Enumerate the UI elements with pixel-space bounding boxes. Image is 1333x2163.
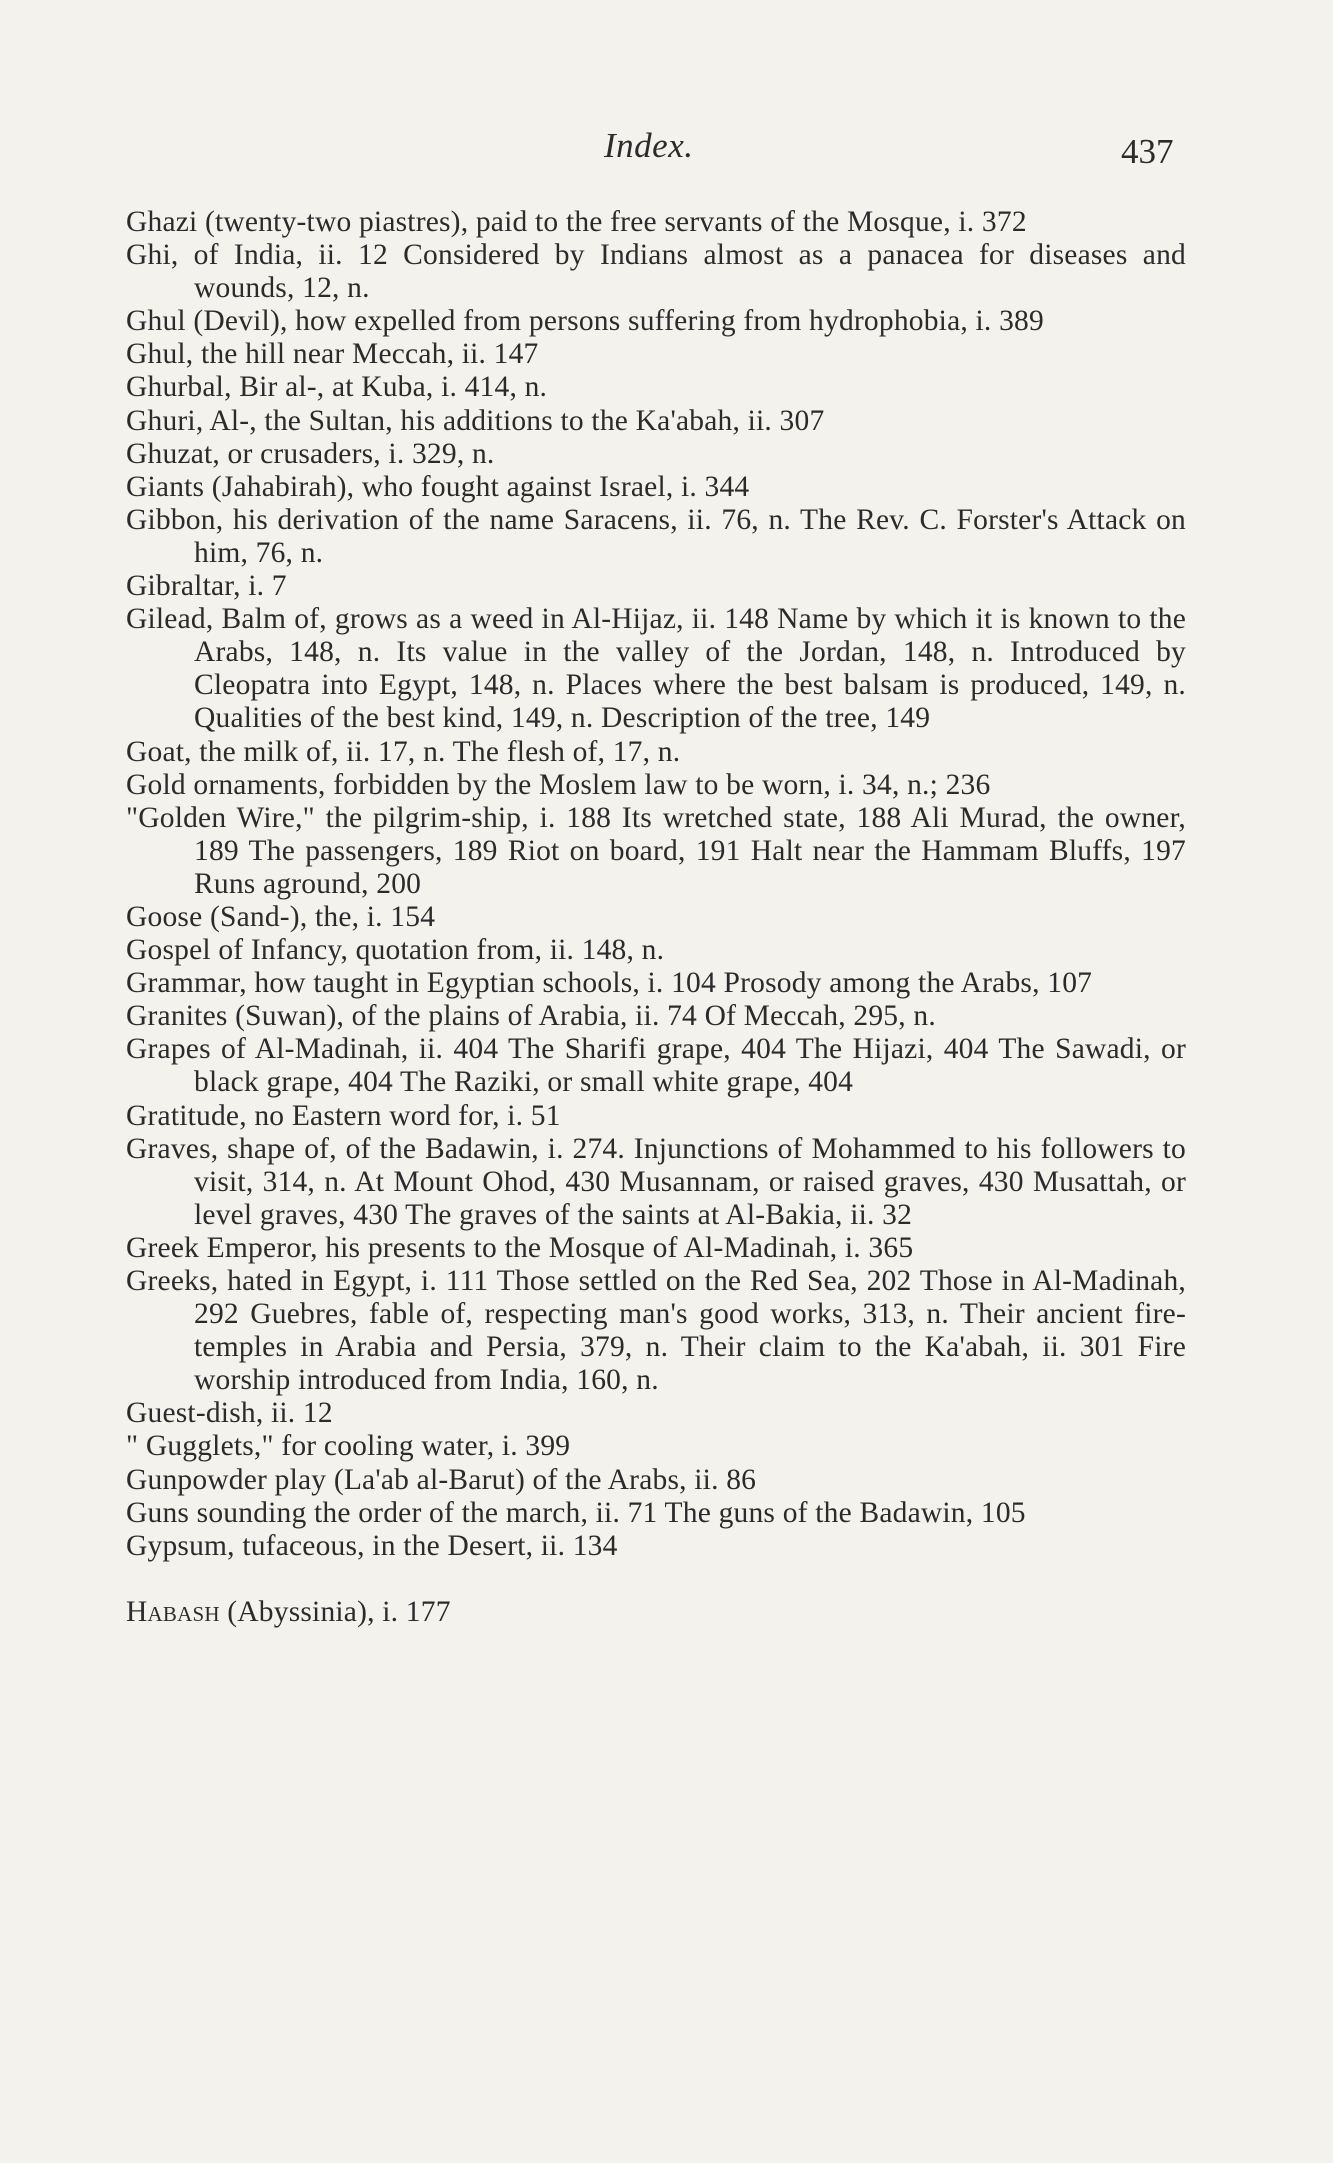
index-entry: Ghurbal, Bir al-, at Kuba, i. 414, n.: [126, 371, 548, 404]
index-entry: Greek Emperor, his presents to the Mosque of Al-Madinah, i. 365: [126, 1231, 914, 1264]
index-entry: Ghul, the hill near Meccah, ii. 147: [126, 338, 539, 371]
index-entry: " Gugglets," for cooling water, i. 399: [126, 1430, 571, 1463]
page-title: Index.: [604, 126, 694, 165]
index-entry: Greeks, hated in Egypt, i. 111 Those settled on the Red Sea, 202 Those in Al-Madinah, 292 Guebres, fable of, respecting man's good works, 313, n. Their ancient fire-temples in Arabia and Persia, 379, n. Their claim to the Ka'abah, ii. 301 Fire worship introduced from India, 160, n.: [126, 1265, 1186, 1397]
index-entry: Gospel of Infancy, quotation from, ii. 148, n.: [126, 934, 665, 967]
index-entry: Ghul (Devil), how expelled from persons suffering from hydrophobia, i. 389: [126, 305, 1044, 338]
entry-headword: Habash: [126, 1595, 220, 1628]
index-entry: Gypsum, tufaceous, in the Desert, ii. 134: [126, 1529, 618, 1562]
index-entry: Goose (Sand-), the, i. 154: [126, 900, 436, 933]
index-entry: Ghuri, Al-, the Sultan, his additions to the Ka'abah, ii. 307: [126, 404, 825, 437]
index-entry: Goat, the milk of, ii. 17, n. The flesh of, 17, n.: [126, 735, 681, 768]
page-number: 437: [1121, 132, 1174, 171]
index-entry: Grapes of Al-Madinah, ii. 404 The Sharifi grape, 404 The Hijazi, 404 The Sawadi, or black grape, 404 The Raziki, or small white grape, 404: [126, 1033, 1186, 1099]
index-entry: Gibraltar, i. 7: [126, 570, 287, 603]
entry-text: (Abyssinia), i. 177: [219, 1595, 451, 1628]
index-entry: Guns sounding the order of the march, ii. 71 The guns of the Badawin, 105: [126, 1496, 1026, 1529]
index-entry: Graves, shape of, of the Badawin, i. 274. Injunctions of Mohammed to his followers to visit, 314, n. At Mount Ohod, 430 Musannam, or raised graves, 430 Musattah, or level graves, 430 The graves of the saints at Al-Bakia, ii. 32: [126, 1132, 1186, 1231]
running-head: [0, 126, 1333, 176]
index-entry: Gratitude, no Eastern word for, i. 51: [126, 1099, 561, 1132]
index-entry: Gunpowder play (La'ab al-Barut) of the Arabs, ii. 86: [126, 1463, 757, 1496]
index-entry: Granites (Suwan), of the plains of Arabia, ii. 74 Of Meccah, 295, n.: [126, 1000, 936, 1033]
index-entry: Gilead, Balm of, grows as a weed in Al-Hijaz, ii. 148 Name by which it is known to the Arabs, 148, n. Its value in the valley of the Jordan, 148, n. Introduced by Cleopatra into Egypt, 148, n. Places where the best balsam is produced, 149, n. Qualities of the best kind, 149, n. Description of the tree, 149: [126, 603, 1186, 735]
index-entry: Gibbon, his derivation of the name Saracens, ii. 76, n. The Rev. C. Forster's Attack on him, 76, n.: [126, 503, 1186, 569]
index-entries: [126, 206, 1186, 1629]
index-entry: Ghazi (twenty-two piastres), paid to the free servants of the Mosque, i. 372: [126, 206, 1027, 238]
index-entry: "Golden Wire," the pilgrim-ship, i. 188 Its wretched state, 188 Ali Murad, the owner, 189 The passengers, 189 Riot on board, 191 Halt near the Hammam Bluffs, 197 Runs aground, 200: [126, 801, 1186, 900]
index-entry: Gold ornaments, forbidden by the Moslem law to be worn, i. 34, n.; 236: [126, 768, 991, 801]
index-entry: Grammar, how taught in Egyptian schools, i. 104 Prosody among the Arabs, 107: [126, 967, 1093, 1000]
index-entry: Ghuzat, or crusaders, i. 329, n.: [126, 437, 495, 470]
index-entry: Ghi, of India, ii. 12 Considered by Indians almost as a panacea for diseases and wounds, 12, n.: [126, 239, 1186, 305]
index-entry: Guest-dish, ii. 12: [126, 1397, 333, 1430]
index-entry-habash: [126, 1596, 1186, 1629]
index-entry: Giants (Jahabirah), who fought against Israel, i. 344: [126, 470, 750, 503]
